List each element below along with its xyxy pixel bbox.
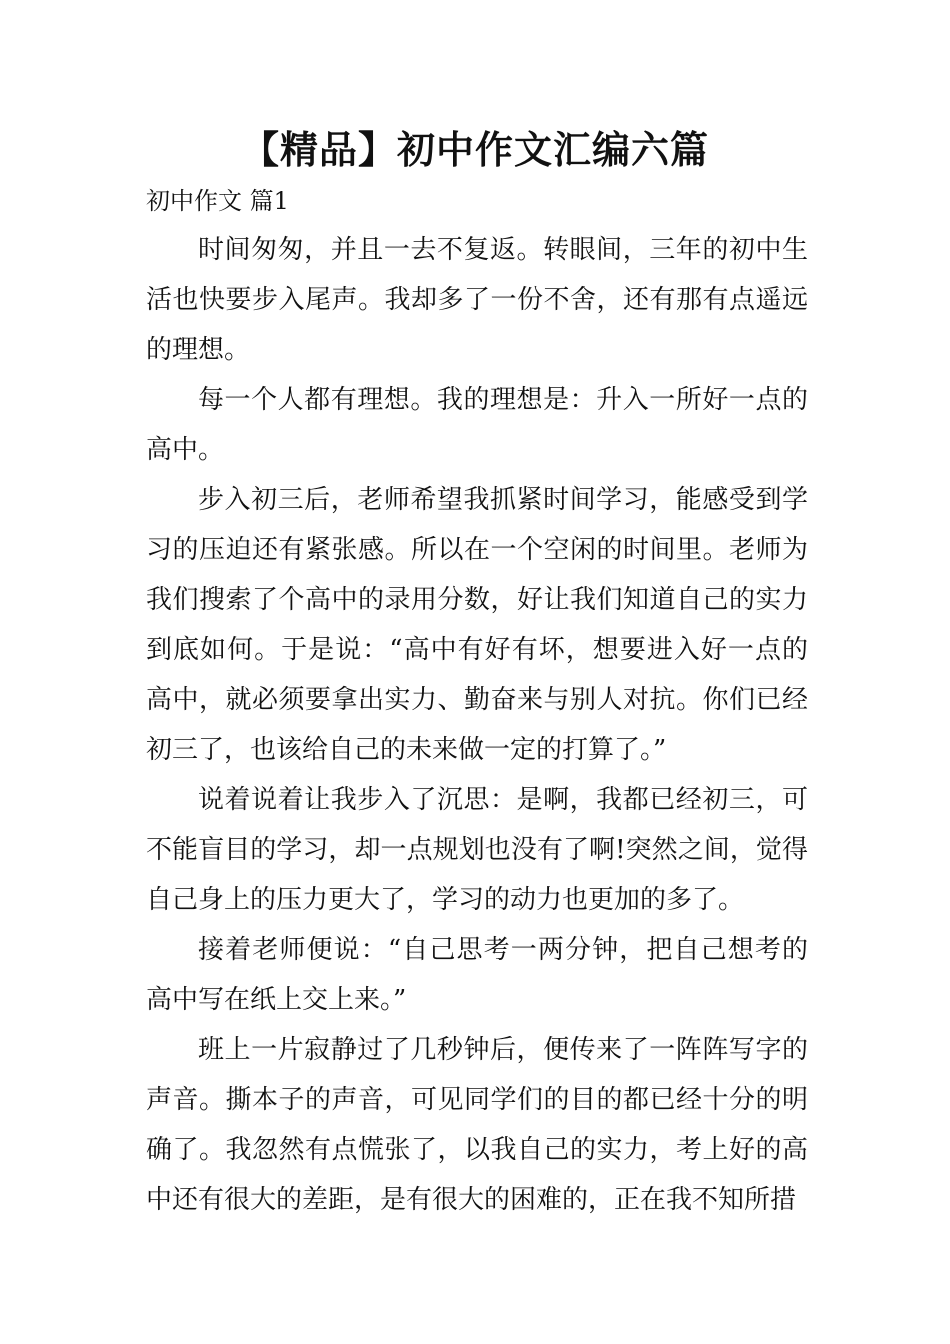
- document-body: [146, 225, 808, 1225]
- paragraph-4: 说着说着让我步入了沉思：是啊，我都已经初三，可不能盲目的学习，却一点规划也没有了啊!突然之间，觉得自己身上的压力更大了，学习的动力也更加的多了。: [146, 785, 808, 915]
- paragraph-3: 步入初三后，老师希望我抓紧时间学习，能感受到学习的压迫还有紧张感。所以在一个空闲的时间里。老师为我们搜索了个高中的录用分数，好让我们知道自己的实力到底如何。于是说：“高中有好有坏，想要进入好一点的高中，就必须要拿出实力、勤奋来与别人对抗。你们已经初三了，也该给自己的未来做一定的打算了。”: [146, 485, 808, 765]
- paragraph-1: 时间匆匆，并且一去不复返。转眼间，三年的初中生活也快要步入尾声。我却多了一份不舍，还有那有点遥远的理想。: [146, 235, 808, 365]
- section-heading: 初中作文 篇1: [146, 187, 289, 215]
- document-title: 【精品】初中作文汇编六篇: [240, 127, 709, 172]
- paragraph-2: 每一个人都有理想。我的理想是：升入一所好一点的高中。: [146, 385, 808, 465]
- paragraph-6: 班上一片寂静过了几秒钟后，便传来了一阵阵写字的声音。撕本子的声音，可见同学们的目的都已经十分的明确了。我忽然有点慌张了，以我自己的实力，考上好的高中还有很大的差距，是有很大的困难的，正在我不知所措: [146, 1035, 808, 1215]
- paragraph-5: 接着老师便说：“自己思考一两分钟，把自己想考的高中写在纸上交上来。”: [146, 935, 808, 1015]
